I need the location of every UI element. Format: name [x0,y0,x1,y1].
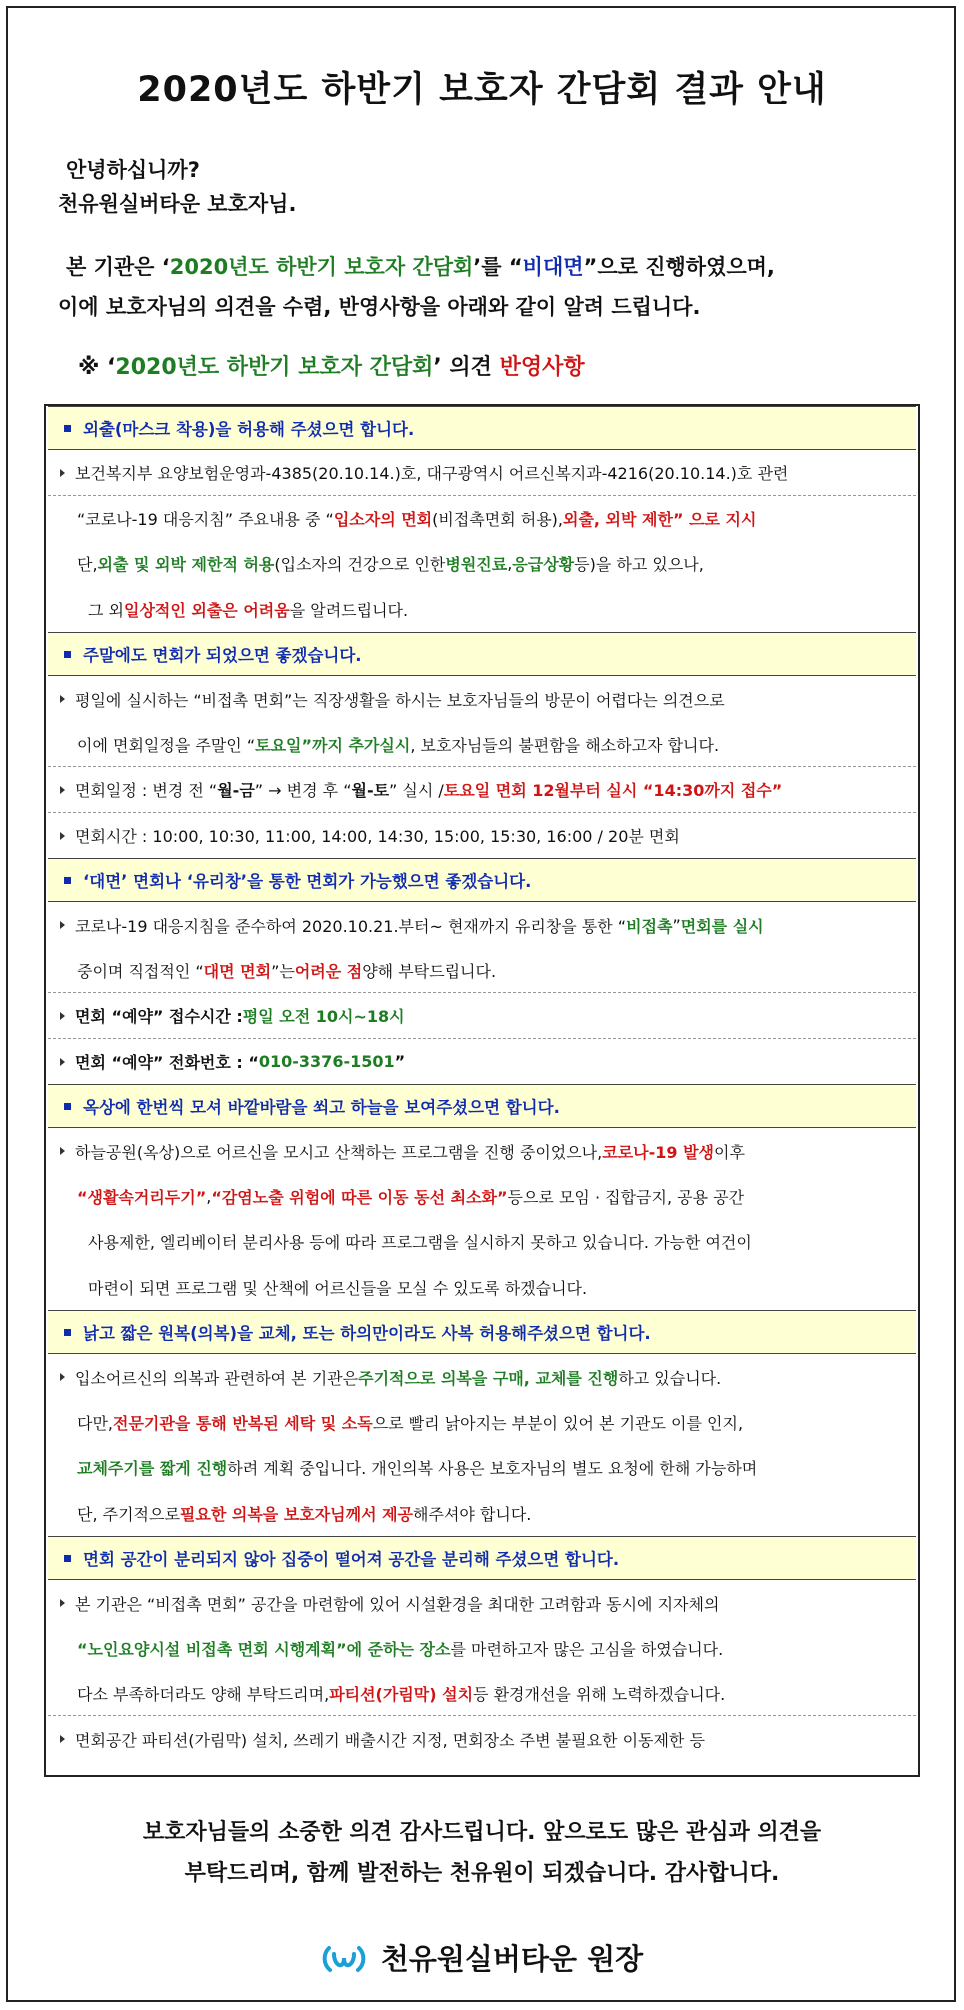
square-bullet-icon [64,877,71,884]
highlight-text: 주기적으로 의복을 구매, 교체를 진행 [358,1368,619,1388]
list-item-continuation [48,586,916,632]
list-item-continuation [48,1490,916,1536]
list-item [48,1716,916,1762]
triangle-bullet-icon [60,1735,65,1743]
highlight-text: 토요일 면회 12월부터 실시 “14:30까지 접수” [443,781,783,800]
text: 를 마련하고자 많은 고심을 하였습니다. [450,1640,724,1659]
text: , [507,554,513,573]
highlight-text: 외출 및 외박 제한적 허용 [97,555,275,574]
text: (입소자의 건강으로 인한 [274,555,446,574]
list-item [48,767,916,813]
list-item [48,1128,916,1174]
text: 다소 부족하더라도 양해 부탁드리며, [77,1684,330,1704]
text: 을 알려드립니다. [289,600,409,620]
section-header-visit-space [48,1536,916,1580]
list-item-continuation: 마련이 되면 프로그램 및 산책에 어르신들을 모실 수 있도록 하겠습니다. [88,1278,588,1298]
square-bullet-icon [64,1555,71,1562]
list-item-continuation [48,496,916,541]
highlight-text: 대면 면회 [203,961,272,981]
text: 이후 [714,1142,745,1162]
text: 다만, [77,1414,113,1433]
section-header-text: 외출(마스크 착용)을 허용해 주셨으면 합니다. [83,420,415,439]
highlight-text: 필요한 의복을 보호자님께서 제공 [179,1504,414,1524]
greeting-line-2: 천유원실버타운 보호자님. [58,192,297,216]
highlight-text: “감염노출 위험에 따른 이동 동선 최소화” [211,1188,508,1207]
subhead-text: ※ ‘ [78,355,116,380]
text: ” 실시 / [389,781,444,800]
phone-number: 010-3376-1501 [258,1052,395,1071]
intro-method: 비대면 [522,255,584,279]
section-header-outing [48,406,916,450]
section-header-text: 주말에도 면회가 되었으면 좋겠습니다. [83,646,362,665]
intro-text: 본 기관은 ‘ [66,255,170,279]
list-item-text: 보건복지부 요양보험운영과-4385(20.10.14.)호, 대구광역시 어르신복지과-4216(20.10.14.)호 관련 [75,464,789,483]
text: 등으로 모임 · 집합금지, 공용 공간 [507,1188,745,1207]
text: 이에 면회일정을 주말인 “ [77,735,256,755]
list-item-continuation [48,1671,916,1716]
text: 양해 부탁드립니다. [362,961,497,981]
highlight-text: 교체주기를 짧게 진행 [77,1459,228,1478]
text: , [206,1187,212,1206]
text: 으로 빨리 낡아지는 부분이 있어 본 기관도 이를 인지, [372,1414,744,1433]
signature-text: 천유원실버타운 원장 [380,1942,644,1976]
highlight-text: 일상적인 외출은 어려움 [124,600,290,620]
square-bullet-icon [64,1329,71,1336]
highlight-text: 어려운 점 [294,961,363,981]
list-item [48,902,916,948]
intro-text: ”으로 진행하였으며, [583,255,775,279]
intro-line-2: 이에 보호자님의 의견을 수렴, 반영사항을 아래와 같이 알려 드립니다. [58,295,701,319]
highlight-text: 입소자의 면회 [333,510,433,529]
triangle-bullet-icon [60,695,65,703]
list-item-text: 면회시간 : 10:00, 10:30, 11:00, 14:00, 14:30, 15:00, 15:30, 16:00 / 20분 면회 [75,827,680,846]
highlight-text: 전문기관을 통해 반복된 세탁 및 소독 [113,1414,373,1433]
text: 면회일정 : 변경 전 “ [75,781,218,800]
highlight-text: 응급상황 [512,555,575,574]
list-item [48,1354,916,1400]
highlight-text: 병원진료 [445,555,508,574]
square-bullet-icon [64,651,71,658]
section-header-text: 옥상에 한번씩 모셔 바깥바람을 쐬고 하늘을 보여주셨으면 합니다. [83,1098,560,1117]
highlight-text: 토요일”까지 추가실시 [255,735,411,755]
highlight-text: 평일 오전 10시~18시 [242,1007,405,1026]
list-item-continuation [48,1626,916,1671]
triangle-bullet-icon [60,1599,65,1607]
intro-event-name: 2020년도 하반기 보호자 간담회 [169,255,474,279]
section-header-text: 면회 공간이 분리되지 않아 집중이 떨어져 공간을 분리해 주셨으면 합니다. [83,1550,620,1569]
text: (비접촉면회 허용), [432,510,563,529]
intro-line-1 [66,251,775,281]
section-header-face-visit [48,858,916,902]
text: 하늘공원(옥상)으로 어르신을 모시고 산책하는 프로그램을 진행 중이었으나, [75,1142,603,1162]
section-subheading [78,350,585,381]
square-bullet-icon [64,1103,71,1110]
subhead-highlight: 반영사항 [499,355,585,380]
highlight-text: 외출, 외박 제한” 으로 지시 [563,510,757,529]
results-table [44,404,920,1777]
subhead-event-name: 2020년도 하반기 보호자 간담회 [115,355,434,380]
text: 하고 있습니다. [618,1368,722,1388]
list-item-text: 면회공간 파티션(가림막) 설치, 쓰레기 배출시간 지정, 면회장소 주변 불필요한 이동제한 등 [75,1730,705,1750]
triangle-bullet-icon [60,1058,65,1066]
highlight-text: “노인요양시설 비접촉 면회 시행계획”에 준하는 장소 [77,1640,451,1659]
triangle-bullet-icon [60,1373,65,1381]
triangle-bullet-icon [60,1012,65,1020]
page-title: 2020년도 하반기 보호자 간담회 결과 안내 [137,70,827,110]
list-item-continuation [48,948,916,993]
highlight-text: 비접촉 [626,916,673,936]
list-item-continuation [48,722,916,767]
text: 하려 계획 중입니다. 개인의복 사용은 보호자님의 별도 요청에 한해 가능하며 [227,1459,758,1478]
list-item-continuation [48,1174,916,1219]
triangle-bullet-icon [60,921,65,929]
text: ” → 변경 후 “ [254,781,352,800]
list-item [48,1580,916,1626]
list-item [48,676,916,722]
subhead-text: ’ 의견 [433,355,500,380]
list-item [48,1039,916,1084]
text: 면회 “예약” 전화번호 : “ [75,1053,259,1072]
text: 월-금 [217,781,255,800]
triangle-bullet-icon [60,832,65,840]
cheonyuwon-logo-icon [321,1940,367,1976]
triangle-bullet-icon [60,786,65,794]
text: ” [394,1052,406,1071]
highlight-text: 파티션(가림막) 설치 [329,1684,474,1704]
greeting-line-1: 안녕하십니까? [66,158,200,182]
list-item-continuation [48,1445,916,1490]
section-header-clothing [48,1310,916,1354]
list-item-continuation: 사용제한, 엘리베이터 분리사용 등에 따라 프로그램을 실시하지 못하고 있습니다. 가능한 여건이 [88,1233,752,1252]
highlight-text: “생활속거리두기” [77,1188,207,1207]
text: “코로나-19 대응지침” 주요내용 중 “ [77,510,334,529]
text: ”는 [271,961,295,981]
intro-text: ’를 “ [473,255,523,279]
text: ” [672,915,681,935]
text: 단, [77,555,98,574]
list-item [48,993,916,1039]
text: , 보호자님들의 불편함을 해소하고자 합니다. [410,735,720,755]
list-item-text: 본 기관은 “비접촉 면회” 공간을 마련함에 있어 시설환경을 최대한 고려함과 동시에 지자체의 [75,1594,720,1614]
text: 월-토 [351,781,390,800]
triangle-bullet-icon [60,1147,65,1155]
section-header-rooftop [48,1084,916,1128]
text: 코로나-19 대응지침을 준수하여 2020.10.21.부터~ 현재까지 유리창을 통한 “ [75,916,627,936]
text: 중이며 직접적인 “ [77,961,204,981]
section-header-weekend-visit [48,632,916,676]
signature [0,1937,964,1978]
list-item-continuation [48,1400,916,1445]
list-item [48,813,916,858]
list-item-text: 평일에 실시하는 “비접촉 면회”는 직장생활을 하시는 보호자님들의 방문이 어렵다는 의견으로 [75,690,725,710]
text: 단, 주기적으로 [77,1504,180,1524]
triangle-bullet-icon [60,469,65,477]
closing-line-2: 부탁드리며, 함께 발전하는 천유원이 되겠습니다. 감사합니다. [184,1861,780,1886]
highlight-text: 코로나-19 발생 [602,1142,714,1162]
closing-line-1: 보호자님들의 소중한 의견 감사드립니다. 앞으로도 많은 관심과 의견을 [142,1820,822,1845]
section-header-text: 낡고 짧은 원복(의복)을 교체, 또는 하의만이라도 사복 허용해주셨으면 합니다. [83,1324,651,1343]
list-item [48,450,916,496]
highlight-text: 면회를 실시 [680,916,764,936]
text: 해주셔야 합니다. [413,1504,532,1524]
text: 등 환경개선을 위해 노력하겠습니다. [473,1684,726,1704]
square-bullet-icon [64,425,71,432]
text: 면회 “예약” 접수시간 : [75,1007,243,1026]
text: 입소어르신의 의복과 관련하여 본 기관은 [75,1368,359,1388]
section-header-text: ‘대면’ 면회나 ‘유리창’을 통한 면회가 가능했으면 좋겠습니다. [83,872,532,891]
list-item-continuation [48,541,916,586]
text: 등)을 하고 있으나, [574,555,704,574]
text: 그 외 [88,600,124,620]
